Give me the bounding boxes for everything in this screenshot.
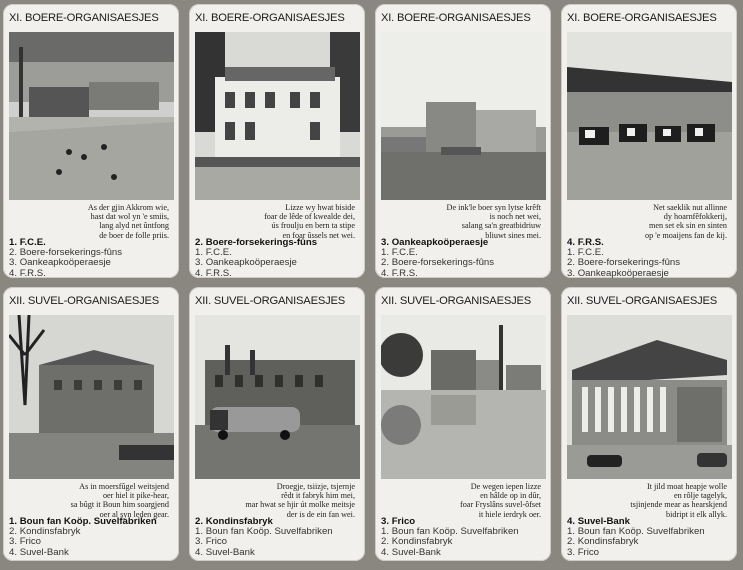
card-title: XII. SUVEL-ORGANISAESJES — [567, 295, 718, 307]
list-item: 3. Frico — [9, 536, 42, 548]
list-item: 2. Kondinsfabryk — [9, 526, 81, 538]
verse: De ink'le boer syn lytse krêft is noch net wei, salang sa'n greatbidriuw bliuwt sines mei. — [446, 203, 541, 240]
list-item: 3. Oankeapkoöperaesje — [567, 267, 669, 278]
photo-canal-factory — [381, 315, 546, 479]
card-kondinsfabryk — [189, 287, 365, 561]
list-item: 2. Boere-forsekerings-fûns — [567, 257, 681, 269]
item-list — [381, 238, 547, 278]
item-list — [195, 238, 361, 278]
list-item: 1. F.C.E. — [567, 247, 604, 259]
verse: De wegen iepen lizze en hâlde op in dûr, foar Fryslâns suvel-ôfset it hiele ierdryk oer. — [460, 482, 541, 519]
photo-brick-building-river — [9, 315, 174, 479]
list-item: 3. Oankeapkoöperaesje — [381, 237, 489, 248]
list-item: 4. F.R.S. — [381, 267, 418, 278]
list-item: 2. Kondinsfabryk — [195, 516, 273, 527]
verse: Lizze wy hwat biside foar de lêde of kwealde dei, ús froulju en bern ta stipe en foar ûssels net wei. — [264, 203, 355, 240]
list-item: 3. Frico — [381, 516, 416, 527]
list-item: 2. Kondinsfabryk — [567, 536, 639, 548]
verse: It jild moat heapje wolle en rôlje tagelyk, tsjinjende mear as hearskjend bidript it elk allyk. — [630, 482, 727, 519]
list-item: 2. Boere-forsekerings-fûns — [381, 257, 495, 269]
item-list — [567, 238, 733, 278]
verse: As der gjin Akkrom wie, hast dat wol yn 'e smiis, lang alyd net ûntfong de boer de folle priis. — [87, 203, 169, 240]
list-item: 1. Boun fan Koöp. Suvelfabriken — [9, 516, 157, 527]
list-item: 4. F.R.S. — [567, 237, 604, 248]
verse: As in moersfûgel weitsjend oer hiel it pike-hear, sa bûgt it Boun him soargjend oer al syn leden gear. — [70, 482, 169, 519]
list-item: 4. Suvel-Bank — [567, 516, 630, 527]
card-boere-forsekerings — [189, 4, 365, 278]
list-item: 4. Suvel-Bank — [195, 546, 255, 558]
item-list — [195, 517, 361, 558]
list-item: 4. F.R.S. — [195, 267, 232, 278]
photo-bank-building — [567, 315, 732, 479]
card-title: XII. SUVEL-ORGANISAESJES — [195, 295, 346, 307]
card-title: XI. BOERE-ORGANISAESJES — [381, 12, 531, 24]
card-title: XI. BOERE-ORGANISAESJES — [195, 12, 345, 24]
list-item: 3. Oankeapkoöperaesje — [195, 257, 297, 269]
list-item: 1. F.C.E. — [195, 247, 232, 259]
list-item: 3. Frico — [195, 536, 228, 548]
list-item: 1. Boun fan Koöp. Suvelfabriken — [381, 526, 519, 538]
item-list — [9, 517, 175, 558]
list-item: 3. Frico — [567, 546, 600, 558]
item-list — [381, 517, 547, 558]
photo-warehouse — [381, 32, 546, 200]
item-list — [567, 517, 733, 558]
list-item: 2. Boere-forsekerings-fûns — [195, 237, 318, 248]
card-suvel-bank — [561, 287, 737, 561]
list-item: 1. F.C.E. — [9, 237, 46, 248]
card-title: XII. SUVEL-ORGANISAESJES — [381, 295, 532, 307]
list-item: 1. Boun fan Koöp. Suvelfabriken — [195, 526, 333, 538]
photo-factory-trucks — [195, 315, 360, 479]
card-boun — [3, 287, 179, 561]
list-item: 4. Suvel-Bank — [381, 546, 441, 558]
card-title: XII. SUVEL-ORGANISAESJES — [9, 295, 160, 307]
card-title: XI. BOERE-ORGANISAESJES — [9, 12, 159, 24]
photo-cattle-show — [567, 32, 732, 200]
list-item: 4. Suvel-Bank — [9, 546, 69, 558]
card-frico — [375, 287, 551, 561]
verse: Droegje, tsiizje, tsjernje rêdt it fabryk him mei, mar hwat se hjir út molke meitsje der is de ein fan wei. — [245, 482, 355, 519]
item-list — [9, 238, 175, 278]
card-title: XI. BOERE-ORGANISAESJES — [567, 12, 717, 24]
list-item: 3. Oankeapkoöperaesje — [9, 257, 111, 269]
verse: Net saeklik nut allinne dy hoarnfêfokkerij, men set ek sin en sinten op 'e moaijens fan de kij. — [645, 203, 727, 240]
card-oankeapkooperaesje — [375, 4, 551, 278]
card-fce — [3, 4, 179, 278]
photo-factory-aerial — [9, 32, 174, 200]
list-item: 4. F.R.S. — [9, 267, 46, 278]
card-frs — [561, 4, 737, 278]
list-item: 1. Boun fan Koöp. Suvelfabriken — [567, 526, 705, 538]
photo-villa — [195, 32, 360, 200]
list-item: 2. Boere-forsekerings-fûns — [9, 247, 123, 259]
list-item: 1. F.C.E. — [381, 247, 418, 259]
list-item: 2. Kondinsfabryk — [381, 536, 453, 548]
